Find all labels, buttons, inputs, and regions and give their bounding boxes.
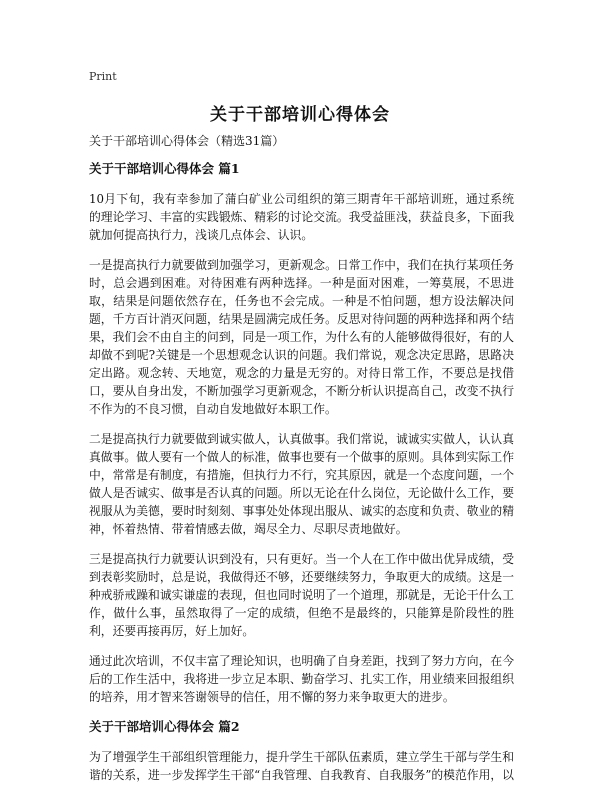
paragraph-5: 通过此次培训，不仅丰富了理论知识，也明确了自身差距，找到了努力方向，在今后的工作生活中，我将进一步立足本职、勤奋学习、扎实工作，用业绩来回报组织的培养，用才智来答谢领导的信任，用不懈的努力来争取更大的进步。: [89, 654, 514, 704]
document-body: [89, 160, 514, 796]
section-heading-2: 关于干部培训心得体会 篇2: [89, 719, 240, 734]
print-label[interactable]: Print: [89, 70, 117, 83]
paragraph-4: 三是提高执行力就要认识到没有，只有更好。当一个人在工作中做出优异成绩，受到表彰奖励时，总是说，我做得还不够，还要继续努力，争取更大的成绩。这是一种戒骄戒躁和诚实谦虚的表现，但也同时说明了一个道理，那就是，无论干什么工作，做什么事，虽然取得了一定的成绩，但绝不是最终的，只能算是阶段性的胜利，还要再接再厉，好上加好。: [89, 552, 514, 638]
paragraph-2: 一是提高执行力就要做到加强学习，更新观念。日常工作中，我们在执行某项任务时，总会遇到困难。对待困难有两种选择。一种是面对困难，一筹莫展，不思进取，结果是问题依然存在，任务也不会完成。一种是不怕问题，想方设法解决问题，千方百计消灭问题，结果是圆满完成任务。反思对待问题的两种选择和两个结果，我们会不由自主的问到，同是一项工作，为什么有的人能够做得很好，有的人却做不到呢?关键是一个思想观念认识的问题。我们常说，观念决定思路，思路决定出路。观念转、天地宽，观念的力量是无穷的。对待日常工作，不要总是找借口，要从自身出发，不断加强学习更新观念，不断分析认识提高自己，改变不执行不作为的不良习惯，自动自发地做好本职工作。: [89, 258, 514, 416]
document-title: 关于干部培训心得体会: [210, 105, 390, 125]
paragraph-1: 10月下旬，我有幸参加了蒲白矿业公司组织的第三期青年干部培训班，通过系统的理论学习、丰富的实践锻炼、精彩的讨论交流。我受益匪浅，获益良多，下面我就加何提高执行力，浅谈几点体会、认识。: [89, 192, 514, 242]
paragraph-6: 为了增强学生干部组织管理能力，提升学生干部队伍素质，建立学生干部与学生和谐的关系，进一步发挥学生干部“自我管理、自我教育、自我服务”的模范作用，以: [89, 750, 514, 782]
document-subtitle: 关于干部培训心得体会（精选31篇）: [89, 134, 285, 148]
section-heading-1: 关于干部培训心得体会 篇1: [89, 161, 240, 176]
paragraph-3: 二是提高执行力就要做到诚实做人，认真做事。我们常说，诚诚实实做人，认认真真做事。做人要有一个做人的标准，做事也要有一个做事的原则。具体到实际工作中，常常是有制度，有措施，但执行力不行，究其原因，就是一个态度问题，一个做人是否诚实、做事是否认真的问题。所以无论在什么岗位，无论做什么工作，要视服从为美德，要时时刻刻、事事处处体现出服从、诚实的态度和负责、敬业的精神，怀着热情、带着情感去做，竭尽全力、尽职尽责地做好。: [89, 432, 514, 536]
